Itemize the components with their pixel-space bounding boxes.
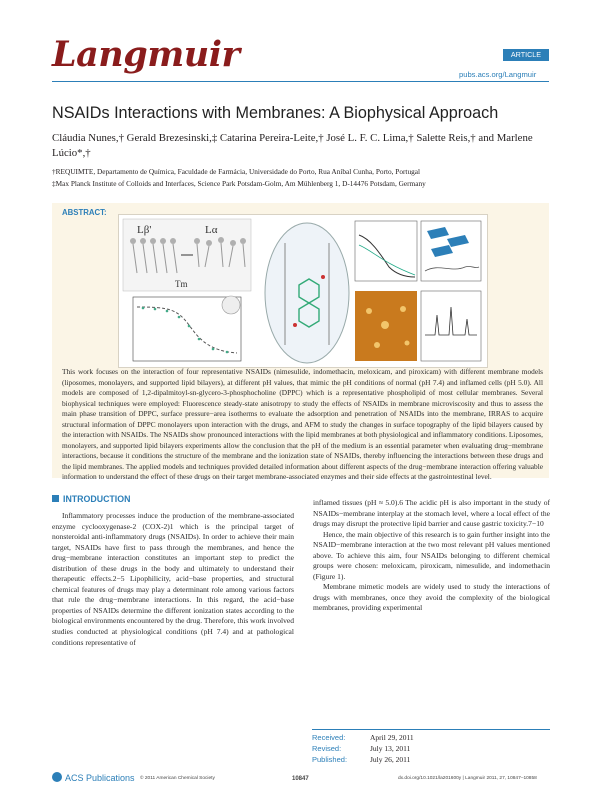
abstract-text: This work focuses on the interaction of four representative NSAIDs (nimesulide, indomethacin, meloxicam, and piroxicam) with different membrane models (liposomes, monolayers, and supported lipid bilayers), at different pH values, that mimic the pH conditions of normal (pH 7.4) and inflamed cells (pH 5.0). All models are composed of 1,2-dipalmitoyl-sn-glycero-3-phosphocholine (DPPC) which is a representative phospholipid of most cellular membranes. Several biophysical techniques were employed: Fluorescence steady-state anisotropy to study the effects of NSAIDs in membrane microviscosity and thus to assess the main phase transition of DPPC, surface pressure−area isotherms to evaluate the adsorption and penetration of NSAIDs into the membrane, IRRAS to acquire structural information of DPPC monolayers upon interaction with the drugs, and AFM to study the changes in surface topography of the lipid bilayers caused by the interaction with NSAIDs. The NSAIDs show pronounced interactions with the lipid membranes at both physiological and inflammatory conditions. Liposomes, monolayers, and supported lipid bilayers experiments allow the conclusion that the pH of the medium is an essential parameter when evaluating drug−membrane interactions, because it conditions the structure of the membrane and the ionization state of NSAIDs, thereby influencing the interactions between these drugs and the lipid membranes. The applied models and techniques provided detailed information about different aspects of the drug−membrane interaction offering valuable information to understand the effect of these drugs on their target membrane-associated enzymes and their side effects at the gastrointestinal level.	[62, 367, 543, 482]
intro-paragraph: Hence, the main objective of this research is to gain further insight into the NSAID−membrane interaction at the two most relevant pH values mentioned above. To achieve this aim, four NSAIDs belonging to different chemical groups were chosen: meloxicam, piroxicam, nimesulide, and indomethacin (Figure 1).	[313, 529, 550, 581]
section-heading-introduction	[52, 494, 130, 504]
journal-logo: Langmuir	[52, 34, 240, 75]
history-row	[312, 754, 550, 765]
acs-logo-icon	[52, 772, 62, 782]
publication-history	[312, 729, 550, 765]
afm-profile	[421, 291, 481, 361]
affiliation-1: †REQUIMTE, Departamento de Química, Faculdade de Farmácia, Universidade do Porto, Rua Aníbal Cunha, Porto, Portugal	[52, 167, 421, 176]
affiliations	[52, 166, 426, 190]
history-label: Received:	[312, 733, 346, 742]
paper-title: NSAIDs Interactions with Membranes: A Biophysical Approach	[52, 104, 499, 122]
history-row	[312, 743, 550, 754]
intro-right-column	[313, 498, 550, 614]
phase-gel-label: Lβ'	[137, 224, 152, 236]
liposome-icon	[222, 296, 240, 314]
section-bullet-icon	[52, 495, 59, 502]
graphical-abstract-art	[119, 215, 487, 367]
article-type-badge: ARTICLE	[503, 49, 549, 61]
page-number: 10847	[292, 776, 309, 782]
history-row	[312, 732, 550, 743]
history-label: Revised:	[312, 744, 342, 753]
journal-url[interactable]: pubs.acs.org/Langmuir	[459, 70, 537, 79]
author-list: Cláudia Nunes,† Gerald Brezesinski,‡ Catarina Pereira-Leite,† José L. F. C. Lima,† Salette Reis,† and Marlene Lúcio*,†	[52, 132, 533, 159]
header-rule	[52, 81, 549, 82]
copyright: © 2011 American Chemical Society	[140, 776, 215, 781]
intro-paragraph: Membrane mimetic models are widely used to study the interactions of drugs with membranes, once they avoid the complexity of the biological membranes, providing experimental	[313, 582, 550, 613]
abstract-label: ABSTRACT:	[62, 208, 107, 217]
publisher-name: ACS Publications	[65, 773, 135, 783]
history-date: July 13, 2011	[370, 744, 411, 753]
history-date: April 29, 2011	[370, 733, 414, 742]
section-heading-text: INTRODUCTION	[63, 494, 131, 504]
phase-fluid-label: Lα	[205, 224, 218, 236]
intro-paragraph: inflamed tissues (pH ≈ 5.0).6 The acidic pH is also important in the study of NSAIDs−membrane interplay at the stomach level, where a local effect of the drugs may disrupt the protective lipid barrier and cause gastric toxicity.7−10	[313, 498, 550, 529]
graphical-abstract	[118, 214, 488, 368]
affiliation-2: ‡Max Planck Institute of Colloids and Interfaces, Science Park Potsdam-Golm, Am Mühlenberg 1, D-14476 Potsdam, Germany	[52, 179, 426, 188]
acs-publications-logo	[52, 772, 135, 783]
history-label: Published:	[312, 755, 348, 764]
intro-left-column: Inflammatory processes induce the production of the membrane-associated enzyme cyclooxygenase-2 (COX-2)1 which is the principal target of nonsteroidal anti-inflammatory drugs (NSAIDs). In order to achieve their main target, NSAIDs have first to pass through the membranes, and hence the drug−membrane interaction constitutes an important step to predict the distribution of these drugs in the body and ultimately to understand their therapeutic effects.2−5 Lipophilicity, acid−base properties, and structural chemical features of drugs may play a determinant role among various factors that rule the drug−membrane interactions. In this regard, the acid−base properties of NSAIDs determine the different ionization states according to the biological environments encountered by the drug. Therefore, this work involved studies conducted at physiological conditions (pH 7.4) and at pathological conditions representative of	[52, 511, 294, 647]
history-date: July 26, 2011	[370, 755, 411, 764]
membrane-ellipse	[265, 223, 349, 363]
tm-label: Tm	[175, 279, 188, 289]
doi-citation[interactable]: dx.doi.org/10.1021/la201600y | Langmuir 2011, 27, 10847–10858	[398, 776, 537, 781]
